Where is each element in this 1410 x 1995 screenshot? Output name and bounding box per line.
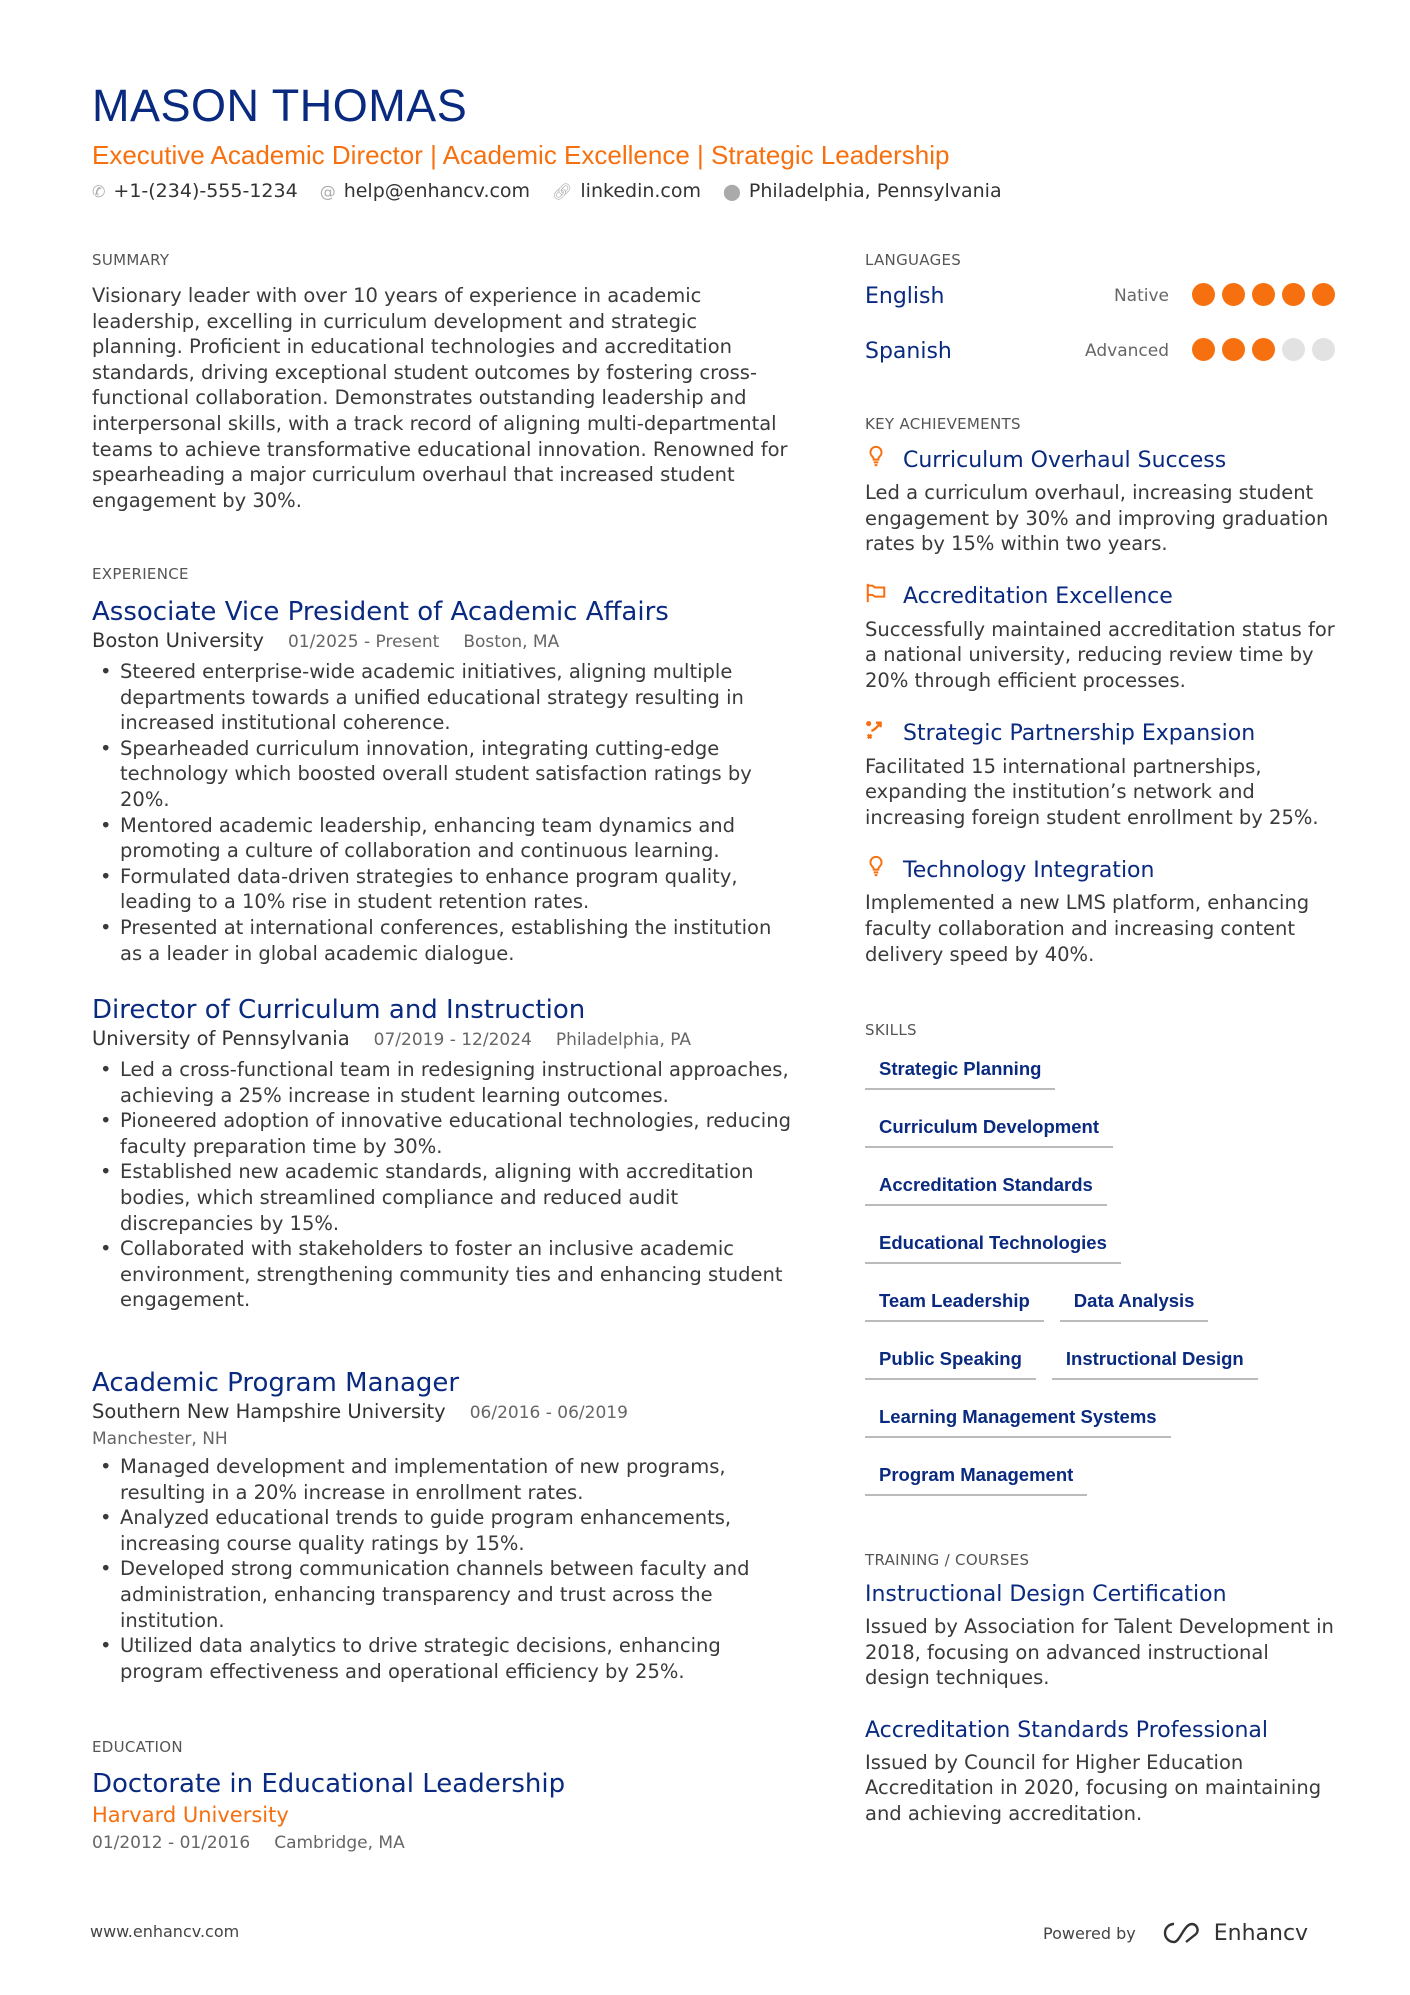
achievements-heading: KEY ACHIEVEMENTS <box>865 415 1021 433</box>
skills-row <box>865 1052 1345 1110</box>
skill-tag: Accreditation Standards <box>865 1168 1107 1206</box>
education-location: Cambridge, MA <box>274 1833 405 1853</box>
education-dates: 01/2012 - 01/2016 <box>92 1833 251 1853</box>
phone-icon: ✆ <box>92 181 106 201</box>
skills-row <box>865 1226 1345 1284</box>
rating-dot-filled <box>1222 283 1245 306</box>
skills-row <box>865 1110 1345 1168</box>
rating-dot-filled <box>1312 283 1335 306</box>
course-text: Issued by Association for Talent Development in 2018, focusing on advanced instructional design techniques. <box>865 1615 1334 1690</box>
skill-tag: Strategic Planning <box>865 1052 1055 1090</box>
contact-location <box>723 180 1002 202</box>
job-bullet: • Spearheaded curriculum innovation, integrating cutting-edge technology which boosted overall student satisfaction ratings by 20%. <box>92 736 792 813</box>
course-item <box>865 1716 1335 1827</box>
contact-bar <box>92 180 1002 202</box>
skill-tag: Data Analysis <box>1060 1284 1209 1322</box>
skill-tag: Team Leadership <box>865 1284 1044 1322</box>
achievement-item <box>865 855 1335 967</box>
skill-tag: Instructional Design <box>1052 1342 1258 1380</box>
rating-dot-filled <box>1222 338 1245 361</box>
achievement-title: Curriculum Overhaul Success <box>903 447 1227 473</box>
skill-tag: Public Speaking <box>865 1342 1036 1380</box>
contact-linkedin[interactable] <box>552 180 701 202</box>
footer-website[interactable]: www.enhancv.com <box>90 1922 240 1941</box>
achievement-title: Technology Integration <box>903 857 1155 883</box>
powered-by-text: Powered by <box>1043 1923 1136 1943</box>
skill-tag: Educational Technologies <box>865 1226 1121 1264</box>
rating-dot-filled <box>1192 338 1215 361</box>
job-bullet: • Managed development and implementation of new programs, resulting in a 20% increase in enrollment rates. <box>92 1454 792 1505</box>
training-list <box>865 1580 1335 1827</box>
course-title: Accreditation Standards Professional <box>865 1717 1269 1743</box>
course-title: Instructional Design Certification <box>865 1582 1227 1607</box>
job-company: Boston University <box>92 629 264 652</box>
degree: Doctorate in Educational Leadership <box>92 1769 566 1799</box>
skills-heading: SKILLS <box>865 1021 917 1039</box>
achievement-text: Facilitated 15 international partnerships, expanding the institution’s network and increasing foreign student enrollment by 25%. <box>865 754 1319 829</box>
location-pin-icon: ⬤ <box>723 181 741 201</box>
rating-dot-filled <box>1252 283 1275 306</box>
course-text: Issued by Council for Higher Education Accreditation in 2020, focusing on maintaining and achieving accreditation. <box>865 1750 1322 1825</box>
achievement-item <box>865 719 1335 831</box>
language-name: English <box>865 283 945 309</box>
job-bullet: • Analyzed educational trends to guide program enhancements, increasing course quality ratings by 15%. <box>92 1505 792 1556</box>
rating-dot-empty <box>1282 338 1305 361</box>
job-title: Director of Curriculum and Instruction <box>92 995 586 1025</box>
job-bullet: • Developed strong communication channels between faculty and administration, enhancing transparency and trust across the institution. <box>92 1556 792 1633</box>
job-bullet: • Collaborated with stakeholders to foster an inclusive academic environment, strengthening community ties and enhancing student engagement. <box>92 1236 792 1313</box>
achievement-title: Accreditation Excellence <box>903 584 1173 610</box>
achievement-item <box>865 445 1335 557</box>
job-bullet: • Presented at international conferences, establishing the institution as a leader in global academic dialogue. <box>92 915 792 966</box>
skill-tag: Curriculum Development <box>865 1110 1113 1148</box>
job-bullet: • Steered enterprise-wide academic initiatives, aligning multiple departments towards a unified educational strategy resulting in increased institutional coherence. <box>92 659 792 736</box>
lightbulb-icon <box>865 855 887 886</box>
job-bullet: • Established new academic standards, aligning with accreditation bodies, which streamlined compliance and reduced audit discrepancies by 15%. <box>92 1159 792 1236</box>
contact-phone[interactable] <box>92 180 298 202</box>
language-item <box>865 336 1335 366</box>
rating-dot-filled <box>1282 283 1305 306</box>
job-bullet: • Led a cross-functional team in redesigning instructional approaches, achieving a 25% increase in student learning outcomes. <box>92 1057 792 1108</box>
job-entry <box>92 994 792 1313</box>
strategy-icon <box>865 719 887 750</box>
job-title: Academic Program Manager <box>92 1368 460 1398</box>
skills-list <box>865 1052 1345 1516</box>
job-bullet: • Formulated data-driven strategies to enhance program quality, leading to a 10% rise in student retention rates. <box>92 864 792 915</box>
job-location: Boston, MA <box>463 632 560 652</box>
rating-dot-empty <box>1312 338 1335 361</box>
rating-dot-filled <box>1252 338 1275 361</box>
job-dates: 07/2019 - 12/2024 <box>373 1030 532 1050</box>
job-location: Philadelphia, PA <box>555 1030 692 1050</box>
education-heading: EDUCATION <box>92 1738 183 1756</box>
link-icon: 🔗︎ <box>552 181 573 201</box>
at-icon: @ <box>319 181 336 201</box>
language-rating <box>1185 283 1335 310</box>
enhancv-logo <box>1160 1920 1308 1946</box>
job-title: Associate Vice President of Academic Affairs <box>92 597 669 627</box>
achievement-text: Successfully maintained accreditation status for a national university, reducing review time by 20% through efficient processes. <box>865 617 1335 692</box>
summary-text: Visionary leader with over 10 years of experience in academic leadership, excelling in curriculum development and strategic planning. Proficient in educational technologies and accreditation standards, driving exceptional student outcomes by fostering cross-functional collaboration. Demonstrates outstanding leadership and interpersonal skills, with a track record of aligning multi-departmental teams to achieve transformative educational innovation. Renowned for spearheading a major curriculum overhaul that increased student engagement by 30%. <box>92 284 788 512</box>
languages-heading: LANGUAGES <box>865 251 962 269</box>
achievement-title: Strategic Partnership Expansion <box>903 721 1256 747</box>
job-bullet: • Mentored academic leadership, enhancing team dynamics and promoting a culture of collaboration and continuous learning. <box>92 813 792 864</box>
job-dates: 06/2016 - 06/2019 <box>469 1403 628 1423</box>
skill-tag: Program Management <box>865 1458 1087 1496</box>
job-dates: 01/2025 - Present <box>287 632 440 652</box>
job-company: Southern New Hampshire University <box>92 1400 446 1423</box>
school: Harvard University <box>92 1803 289 1827</box>
lightbulb-icon <box>865 445 887 476</box>
achievement-text: Implemented a new LMS platform, enhancing faculty collaboration and increasing content delivery speed by 40%. <box>865 891 1310 966</box>
job-location: Manchester, NH <box>92 1429 228 1449</box>
skill-tag: Learning Management Systems <box>865 1400 1171 1438</box>
job-entry <box>92 596 792 966</box>
skills-row <box>865 1168 1345 1226</box>
language-level: Advanced <box>1085 341 1169 361</box>
achievement-item <box>865 582 1335 694</box>
phone-text: +1-(234)-555-1234 <box>113 180 298 202</box>
location-text: Philadelphia, Pennsylvania <box>748 180 1002 202</box>
achievement-text: Led a curriculum overhaul, increasing student engagement by 30% and improving graduation rates by 15% within two years. <box>865 481 1329 556</box>
candidate-name: MASON THOMAS <box>92 80 468 131</box>
experience-heading: EXPERIENCE <box>92 565 189 583</box>
language-item <box>865 281 1335 311</box>
language-rating <box>1185 338 1335 365</box>
job-company: University of Pennsylvania <box>92 1027 350 1050</box>
education-entry <box>92 1768 792 1856</box>
languages-list <box>865 281 1335 391</box>
contact-email[interactable] <box>320 180 530 202</box>
enhancv-logo-icon <box>1160 1920 1206 1946</box>
skills-row <box>865 1458 1345 1516</box>
candidate-title: Executive Academic Director | Academic Excellence | Strategic Leadership <box>92 140 950 170</box>
course-item <box>865 1580 1335 1691</box>
job-bullet: • Utilized data analytics to drive strategic decisions, enhancing program effectiveness and operational efficiency by 25%. <box>92 1633 792 1684</box>
flag-icon <box>865 582 887 613</box>
rating-dot-filled <box>1192 283 1215 306</box>
skills-row <box>865 1400 1345 1458</box>
summary-heading: SUMMARY <box>92 251 170 269</box>
email-text: help@enhancv.com <box>343 180 531 202</box>
language-level: Native <box>1113 286 1169 306</box>
skills-row <box>865 1342 1345 1400</box>
job-bullet: • Pioneered adoption of innovative educational technologies, reducing faculty preparation time by 30%. <box>92 1108 792 1159</box>
job-entry <box>92 1367 792 1684</box>
language-name: Spanish <box>865 338 952 364</box>
training-heading: TRAINING / COURSES <box>865 1551 1030 1569</box>
footer-branding <box>1043 1920 1308 1946</box>
linkedin-text: linkedin.com <box>580 180 702 202</box>
achievements-list <box>865 445 1335 992</box>
brand-name: Enhancv <box>1213 1920 1309 1946</box>
skills-row <box>865 1284 1345 1342</box>
